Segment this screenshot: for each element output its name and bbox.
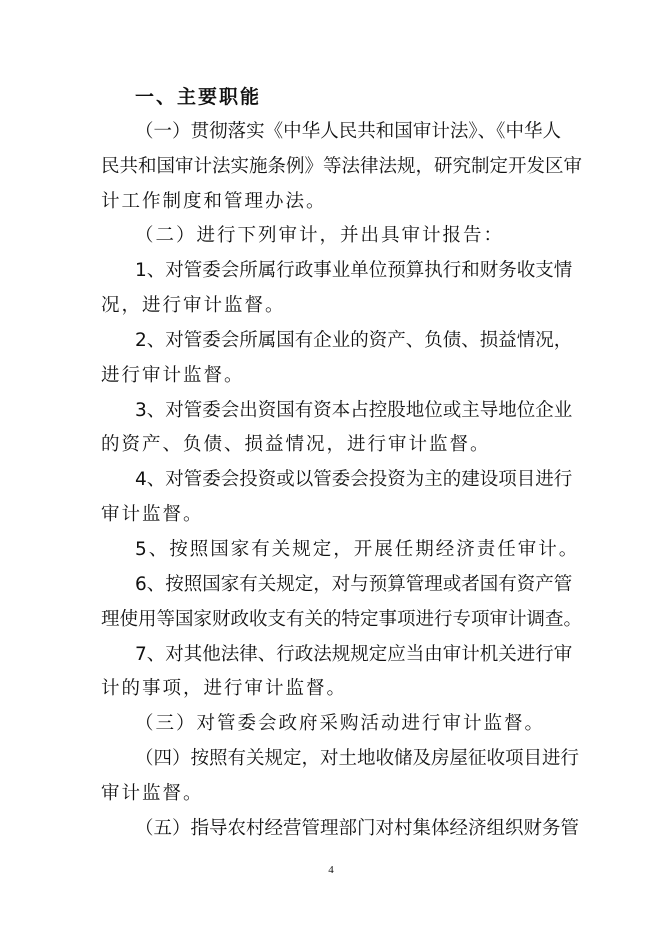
paragraph-9: [101, 638, 573, 708]
paragraph-line: 4、对管委会投资或以管委会投资为主的建设项目进行: [135, 469, 573, 491]
paragraph-11: [101, 742, 580, 812]
paragraph-line: 进行审计监督。: [101, 364, 245, 386]
paragraph-line: 5、按照国家有关规定，开展任期经济责任审计。: [135, 538, 580, 560]
paragraph-line: 理使用等国家财政收支有关的特定事项进行专项审计调查。: [101, 608, 583, 630]
paragraph-line: （一）贯彻落实《中华人民共和国审计法》、《中华人: [135, 120, 561, 142]
paragraph-1: [101, 115, 583, 220]
paragraph-line: （三）对管委会政府采购活动进行审计监督。: [135, 713, 546, 735]
page-number: 4: [328, 864, 334, 876]
paragraph-4: [101, 324, 573, 394]
paragraph-line: 审计监督。: [101, 504, 204, 526]
paragraph-line: 2、对管委会所属国有企业的资产、负债、损益情况，: [135, 329, 573, 351]
paragraph-line: （二）进行下列审计，并出具审计报告：: [135, 225, 505, 247]
paragraph-2: [101, 219, 561, 254]
paragraph-3: [101, 254, 573, 324]
paragraph-line: （五）指导农村经营管理部门对村集体经济组织财务管: [135, 817, 580, 839]
paragraph-line: 况，进行审计监督。: [101, 295, 286, 317]
section-heading: 一、主要职能: [135, 86, 262, 108]
paragraph-7: [101, 533, 580, 568]
body-text: [101, 80, 583, 847]
paragraph-6: [101, 463, 573, 533]
paragraph-12: [101, 812, 580, 847]
paragraph-8: [101, 568, 583, 638]
paragraph-line: 3、对管委会出资国有资本占控股地位或主导地位企业: [135, 399, 573, 421]
paragraph-line: 1、对管委会所属行政事业单位预算执行和财务收支情: [135, 260, 573, 282]
paragraph-5: [101, 394, 573, 464]
paragraph-line: 7、对其他法律、行政法规规定应当由审计机关进行审: [135, 643, 573, 665]
paragraph-line: 民共和国审计法实施条例》等法律法规，研究制定开发区审: [101, 155, 583, 177]
paragraph-line: 的资产、负债、损益情况，进行审计监督。: [101, 434, 491, 456]
paragraph-line: 审计监督。: [101, 782, 204, 804]
paragraph-10: [101, 707, 561, 742]
paragraph-line: 计的事项，进行审计监督。: [101, 678, 348, 700]
paragraph-line: 计工作制度和管理办法。: [101, 190, 327, 212]
paragraph-line: （四）按照有关规定，对土地收储及房屋征收项目进行: [135, 748, 580, 770]
paragraph-line: 6、按照国家有关规定，对与预算管理或者国有资产管: [135, 573, 573, 595]
